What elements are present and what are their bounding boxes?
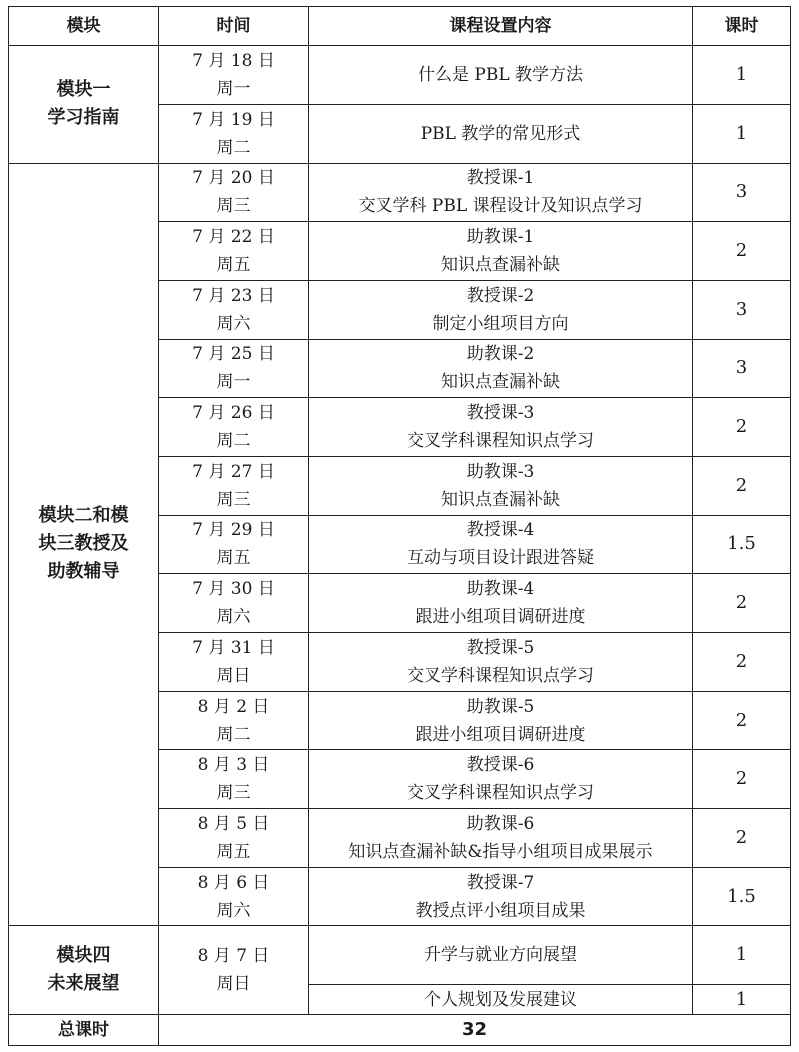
header-hours: 课时 <box>693 7 791 46</box>
module-label-line: 模块四 <box>56 945 111 967</box>
module-label-line: 助教辅导 <box>47 561 120 583</box>
content-line: 助教课-3 <box>466 461 535 482</box>
hours-cell: 1.5 <box>693 515 791 574</box>
line-2: 周日 <box>216 665 251 686</box>
content-line: 交叉学科课程知识点学习 <box>407 665 594 686</box>
date-cell <box>159 456 309 515</box>
hours-cell: 2 <box>693 633 791 692</box>
line-1: 7 月 22 日 <box>192 227 275 248</box>
hours-cell: 2 <box>693 574 791 633</box>
content-line: 教授课-2 <box>466 285 535 306</box>
line-1: 7 月 19 日 <box>192 109 275 130</box>
content-cell <box>309 163 693 222</box>
table-row <box>9 46 791 105</box>
date-cell <box>159 926 309 1015</box>
hours-cell: 2 <box>693 750 791 809</box>
line-2: 周五 <box>216 255 251 276</box>
hours-cell: 2 <box>693 398 791 457</box>
line-1: 7 月 31 日 <box>192 637 275 658</box>
line-2: 周六 <box>216 313 251 334</box>
line-2: 周一 <box>216 78 251 99</box>
hours-cell: 3 <box>693 280 791 339</box>
content-cell <box>309 398 693 457</box>
content-line: 交叉学科课程知识点学习 <box>407 783 594 804</box>
total-label: 总课时 <box>9 1014 159 1045</box>
line-2: 周三 <box>216 489 251 510</box>
line-2: 周一 <box>216 372 251 393</box>
content-cell <box>309 46 693 105</box>
line-2: 周二 <box>216 724 251 745</box>
header-time: 时间 <box>159 7 309 46</box>
module-4-cell <box>9 926 159 1015</box>
date-cell <box>159 515 309 574</box>
content-cell <box>309 456 693 515</box>
date-cell <box>159 163 309 222</box>
line-1: 7 月 29 日 <box>192 520 275 541</box>
course-schedule-table <box>8 6 791 1046</box>
line-1: 7 月 20 日 <box>192 168 275 189</box>
line-1: 7 月 27 日 <box>192 461 275 482</box>
line-1: 8 月 7 日 <box>197 946 270 967</box>
total-value: 32 <box>159 1014 791 1045</box>
content-line: 互动与项目设计跟进答疑 <box>407 548 594 569</box>
table-row <box>9 926 791 985</box>
content-line: 跟进小组项目调研进度 <box>415 607 586 628</box>
hours-cell: 2 <box>693 691 791 750</box>
line-2: 周六 <box>216 900 251 921</box>
hours-cell: 2 <box>693 222 791 281</box>
hours-cell: 1 <box>693 104 791 163</box>
line-1: 7 月 26 日 <box>192 403 275 424</box>
line-2: 周二 <box>216 431 251 452</box>
date-cell <box>159 633 309 692</box>
content-line: 知识点查漏补缺 <box>441 372 560 393</box>
hours-cell: 2 <box>693 456 791 515</box>
content-cell <box>309 574 693 633</box>
line-2: 周日 <box>216 974 251 995</box>
date-cell <box>159 46 309 105</box>
content-cell <box>309 691 693 750</box>
line-1: 8 月 5 日 <box>197 813 270 834</box>
content-cell <box>309 867 693 926</box>
line-1: 7 月 18 日 <box>192 50 275 71</box>
content-line: 什么是 PBL 教学方法 <box>417 64 584 85</box>
line-1: 8 月 2 日 <box>197 696 270 717</box>
content-cell <box>309 280 693 339</box>
line-1: 7 月 23 日 <box>192 285 275 306</box>
module-label-line: 模块一 <box>56 79 111 101</box>
content-cell <box>309 750 693 809</box>
content-line: 跟进小组项目调研进度 <box>415 724 586 745</box>
module-label-line: 模块二和模 <box>38 505 129 527</box>
module-1-cell <box>9 46 159 163</box>
content-line: 教授课-1 <box>466 168 535 189</box>
content-cell <box>309 339 693 398</box>
hours-cell: 2 <box>693 809 791 868</box>
hours-cell: 3 <box>693 163 791 222</box>
content-line: 制定小组项目方向 <box>432 313 569 334</box>
content-line: 交叉学科课程知识点学习 <box>407 431 594 452</box>
content-line: 知识点查漏补缺&指导小组项目成果展示 <box>348 841 653 862</box>
date-cell <box>159 750 309 809</box>
line-2: 周五 <box>216 841 251 862</box>
table-row <box>9 163 791 222</box>
content-line: 助教课-5 <box>466 696 535 717</box>
content-line: 教授课-4 <box>466 520 535 541</box>
line-2: 周三 <box>216 196 251 217</box>
content-cell: 升学与就业方向展望 <box>309 926 693 985</box>
content-line: 教授课-5 <box>466 637 535 658</box>
hours-cell: 1 <box>693 985 791 1015</box>
content-line: 教授课-6 <box>466 755 535 776</box>
line-1: 7 月 25 日 <box>192 344 275 365</box>
content-cell: 个人规划及发展建议 <box>309 985 693 1015</box>
hours-cell: 1 <box>693 46 791 105</box>
content-line: 教授课-7 <box>466 872 535 893</box>
hours-cell: 1.5 <box>693 867 791 926</box>
line-2: 周三 <box>216 783 251 804</box>
module-label-line: 未来展望 <box>47 973 120 995</box>
date-cell <box>159 104 309 163</box>
content-line: 教授课-3 <box>466 403 535 424</box>
module-label-line: 块三教授及 <box>38 533 129 555</box>
module-2-3-cell <box>9 163 159 926</box>
header-content: 课程设置内容 <box>309 7 693 46</box>
hours-cell: 3 <box>693 339 791 398</box>
date-cell <box>159 280 309 339</box>
line-2: 周二 <box>216 137 251 158</box>
table-body <box>9 7 791 1046</box>
content-line: 知识点查漏补缺 <box>441 489 560 510</box>
date-cell <box>159 809 309 868</box>
header-module: 模块 <box>9 7 159 46</box>
content-cell <box>309 515 693 574</box>
total-row <box>9 1014 791 1045</box>
content-line: 助教课-1 <box>466 227 535 248</box>
content-line: 教授点评小组项目成果 <box>415 900 586 921</box>
date-cell <box>159 398 309 457</box>
content-line: 助教课-4 <box>466 579 535 600</box>
content-line: 助教课-6 <box>466 813 535 834</box>
date-cell <box>159 867 309 926</box>
date-cell <box>159 691 309 750</box>
line-2: 周五 <box>216 548 251 569</box>
module-label-line: 学习指南 <box>47 107 120 129</box>
content-line: 助教课-2 <box>466 344 535 365</box>
content-line: PBL 教学的常见形式 <box>420 123 581 144</box>
date-cell <box>159 222 309 281</box>
line-2: 周六 <box>216 607 251 628</box>
content-line: 交叉学科 PBL 课程设计及知识点学习 <box>358 196 643 217</box>
content-cell <box>309 633 693 692</box>
line-1: 7 月 30 日 <box>192 579 275 600</box>
date-cell <box>159 574 309 633</box>
content-cell <box>309 104 693 163</box>
hours-cell: 1 <box>693 926 791 985</box>
content-line: 知识点查漏补缺 <box>441 255 560 276</box>
content-cell <box>309 222 693 281</box>
date-cell <box>159 339 309 398</box>
line-1: 8 月 3 日 <box>197 755 270 776</box>
header-row <box>9 7 791 46</box>
line-1: 8 月 6 日 <box>197 872 270 893</box>
content-cell <box>309 809 693 868</box>
